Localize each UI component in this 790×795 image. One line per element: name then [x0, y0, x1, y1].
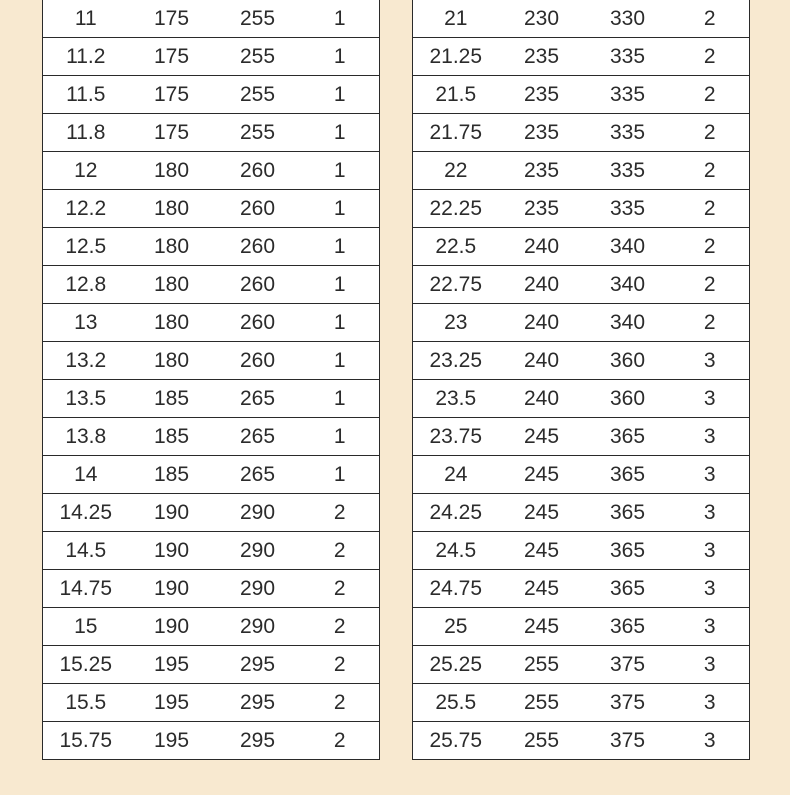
- table-cell: 365: [585, 494, 671, 532]
- table-cell: 3: [671, 570, 750, 608]
- table-row: [43, 380, 380, 418]
- table-cell: 2: [301, 608, 380, 646]
- table-cell: 335: [585, 190, 671, 228]
- table-row: [413, 608, 750, 646]
- table-cell: 255: [499, 722, 585, 760]
- table-cell: 11.8: [43, 114, 129, 152]
- table-cell: 3: [671, 646, 750, 684]
- table-cell: 175: [129, 38, 215, 76]
- table-cell: 255: [499, 684, 585, 722]
- table-cell: 335: [585, 76, 671, 114]
- table-cell: 3: [671, 684, 750, 722]
- table-cell: 375: [585, 722, 671, 760]
- table-cell: 3: [671, 608, 750, 646]
- table-cell: 1: [301, 380, 380, 418]
- table-cell: 195: [129, 722, 215, 760]
- table-cell: 185: [129, 456, 215, 494]
- table-cell: 2: [671, 0, 750, 38]
- table-cell: 2: [671, 76, 750, 114]
- table-cell: 190: [129, 608, 215, 646]
- table-cell: 360: [585, 342, 671, 380]
- table-cell: 13.8: [43, 418, 129, 456]
- size-table-left: [42, 0, 380, 760]
- table-cell: 1: [301, 114, 380, 152]
- table-cell: 330: [585, 0, 671, 38]
- table-cell: 295: [215, 684, 301, 722]
- table-cell: 340: [585, 304, 671, 342]
- table-cell: 245: [499, 570, 585, 608]
- table-cell: 240: [499, 380, 585, 418]
- table-cell: 1: [301, 304, 380, 342]
- table-cell: 12.5: [43, 228, 129, 266]
- table-cell: 180: [129, 342, 215, 380]
- table-cell: 23.75: [413, 418, 499, 456]
- table-cell: 11.5: [43, 76, 129, 114]
- table-row: [43, 418, 380, 456]
- table-cell: 365: [585, 418, 671, 456]
- table-row: [413, 38, 750, 76]
- table-cell: 1: [301, 266, 380, 304]
- table-row: [413, 266, 750, 304]
- table-cell: 190: [129, 494, 215, 532]
- table-row: [43, 456, 380, 494]
- table-cell: 2: [671, 190, 750, 228]
- table-row: [43, 266, 380, 304]
- table-cell: 21.75: [413, 114, 499, 152]
- table-cell: 1: [301, 0, 380, 38]
- table-cell: 180: [129, 152, 215, 190]
- table-row: [43, 646, 380, 684]
- table-cell: 25: [413, 608, 499, 646]
- table-cell: 235: [499, 114, 585, 152]
- table-row: [43, 76, 380, 114]
- table-cell: 290: [215, 570, 301, 608]
- table-cell: 2: [301, 532, 380, 570]
- table-cell: 22.25: [413, 190, 499, 228]
- table-cell: 295: [215, 646, 301, 684]
- table-cell: 1: [301, 152, 380, 190]
- table-cell: 1: [301, 418, 380, 456]
- table-cell: 3: [671, 722, 750, 760]
- table-cell: 335: [585, 38, 671, 76]
- table-cell: 375: [585, 646, 671, 684]
- table-cell: 260: [215, 266, 301, 304]
- table-cell: 365: [585, 532, 671, 570]
- table-cell: 15.25: [43, 646, 129, 684]
- table-cell: 24.25: [413, 494, 499, 532]
- table-cell: 180: [129, 190, 215, 228]
- table-cell: 2: [301, 684, 380, 722]
- table-cell: 3: [671, 380, 750, 418]
- table-cell: 260: [215, 152, 301, 190]
- table-row: [43, 190, 380, 228]
- table-cell: 335: [585, 114, 671, 152]
- table-cell: 290: [215, 608, 301, 646]
- table-cell: 190: [129, 532, 215, 570]
- table-row: [413, 304, 750, 342]
- table-cell: 14.5: [43, 532, 129, 570]
- table-cell: 11: [43, 0, 129, 38]
- table-cell: 255: [215, 38, 301, 76]
- table-row: [413, 532, 750, 570]
- table-cell: 3: [671, 456, 750, 494]
- table-cell: 3: [671, 418, 750, 456]
- table-cell: 24: [413, 456, 499, 494]
- table-cell: 13: [43, 304, 129, 342]
- table-cell: 265: [215, 418, 301, 456]
- table-cell: 375: [585, 684, 671, 722]
- table-cell: 24.75: [413, 570, 499, 608]
- table-cell: 2: [301, 722, 380, 760]
- table-cell: 365: [585, 608, 671, 646]
- table-cell: 245: [499, 494, 585, 532]
- table-row: [413, 342, 750, 380]
- table-cell: 1: [301, 342, 380, 380]
- table-cell: 335: [585, 152, 671, 190]
- table-cell: 195: [129, 646, 215, 684]
- table-row: [413, 76, 750, 114]
- table-cell: 14: [43, 456, 129, 494]
- table-cell: 2: [301, 494, 380, 532]
- table-cell: 290: [215, 532, 301, 570]
- table-cell: 1: [301, 76, 380, 114]
- table-cell: 240: [499, 228, 585, 266]
- table-cell: 25.25: [413, 646, 499, 684]
- table-cell: 1: [301, 456, 380, 494]
- table-cell: 265: [215, 380, 301, 418]
- table-cell: 3: [671, 494, 750, 532]
- table-row: [413, 190, 750, 228]
- table-row: [43, 152, 380, 190]
- table-cell: 1: [301, 38, 380, 76]
- table-cell: 15.75: [43, 722, 129, 760]
- table-cell: 2: [671, 266, 750, 304]
- table-cell: 2: [301, 646, 380, 684]
- table-row: [43, 570, 380, 608]
- table-cell: 175: [129, 0, 215, 38]
- table-cell: 260: [215, 190, 301, 228]
- table-cell: 15: [43, 608, 129, 646]
- table-cell: 245: [499, 456, 585, 494]
- table-cell: 14.25: [43, 494, 129, 532]
- table-row: [413, 114, 750, 152]
- table-cell: 1: [301, 228, 380, 266]
- table-cell: 260: [215, 304, 301, 342]
- table-cell: 3: [671, 342, 750, 380]
- table-cell: 255: [499, 646, 585, 684]
- table-row: [413, 380, 750, 418]
- table-row: [413, 418, 750, 456]
- table-cell: 245: [499, 532, 585, 570]
- table-cell: 2: [671, 38, 750, 76]
- table-row: [43, 114, 380, 152]
- size-table-right: [412, 0, 750, 760]
- table-cell: 3: [671, 532, 750, 570]
- table-cell: 255: [215, 0, 301, 38]
- table-cell: 340: [585, 228, 671, 266]
- table-cell: 2: [671, 228, 750, 266]
- table-cell: 185: [129, 380, 215, 418]
- table-cell: 1: [301, 190, 380, 228]
- table-cell: 180: [129, 228, 215, 266]
- table-cell: 255: [215, 76, 301, 114]
- table-cell: 23: [413, 304, 499, 342]
- table-cell: 235: [499, 190, 585, 228]
- table-cell: 22.75: [413, 266, 499, 304]
- table-cell: 260: [215, 342, 301, 380]
- table-row: [43, 38, 380, 76]
- table-row: [43, 684, 380, 722]
- table-cell: 21.5: [413, 76, 499, 114]
- table-row: [43, 342, 380, 380]
- table-cell: 265: [215, 456, 301, 494]
- table-cell: 245: [499, 608, 585, 646]
- table-row: [413, 494, 750, 532]
- table-cell: 22: [413, 152, 499, 190]
- table-cell: 360: [585, 380, 671, 418]
- table-row: [413, 152, 750, 190]
- table-cell: 2: [671, 304, 750, 342]
- table-cell: 14.75: [43, 570, 129, 608]
- table-row: [43, 228, 380, 266]
- table-row: [413, 456, 750, 494]
- table-cell: 185: [129, 418, 215, 456]
- table-row: [43, 494, 380, 532]
- table-cell: 175: [129, 114, 215, 152]
- table-row: [413, 0, 750, 38]
- table-cell: 2: [301, 570, 380, 608]
- table-cell: 180: [129, 266, 215, 304]
- table-cell: 23.25: [413, 342, 499, 380]
- table-row: [43, 608, 380, 646]
- table-cell: 340: [585, 266, 671, 304]
- table-cell: 235: [499, 152, 585, 190]
- table-cell: 2: [671, 114, 750, 152]
- table-row: [43, 532, 380, 570]
- table-cell: 240: [499, 304, 585, 342]
- table-cell: 21.25: [413, 38, 499, 76]
- table-cell: 15.5: [43, 684, 129, 722]
- table-cell: 245: [499, 418, 585, 456]
- table-cell: 240: [499, 342, 585, 380]
- table-cell: 12.8: [43, 266, 129, 304]
- table-row: [43, 722, 380, 760]
- table-cell: 365: [585, 456, 671, 494]
- table-cell: 2: [671, 152, 750, 190]
- table-cell: 365: [585, 570, 671, 608]
- table-cell: 24.5: [413, 532, 499, 570]
- table-cell: 12.2: [43, 190, 129, 228]
- table-cell: 235: [499, 76, 585, 114]
- table-cell: 190: [129, 570, 215, 608]
- table-cell: 22.5: [413, 228, 499, 266]
- table-cell: 180: [129, 304, 215, 342]
- table-row: [43, 304, 380, 342]
- table-row: [413, 570, 750, 608]
- table-cell: 12: [43, 152, 129, 190]
- table-cell: 21: [413, 0, 499, 38]
- table-cell: 175: [129, 76, 215, 114]
- table-cell: 260: [215, 228, 301, 266]
- table-row: [43, 0, 380, 38]
- table-cell: 25.5: [413, 684, 499, 722]
- table-cell: 290: [215, 494, 301, 532]
- table-cell: 240: [499, 266, 585, 304]
- table-cell: 23.5: [413, 380, 499, 418]
- table-cell: 25.75: [413, 722, 499, 760]
- table-row: [413, 684, 750, 722]
- table-cell: 255: [215, 114, 301, 152]
- table-cell: 295: [215, 722, 301, 760]
- table-row: [413, 722, 750, 760]
- table-cell: 230: [499, 0, 585, 38]
- table-cell: 13.2: [43, 342, 129, 380]
- table-cell: 235: [499, 38, 585, 76]
- table-cell: 11.2: [43, 38, 129, 76]
- table-cell: 13.5: [43, 380, 129, 418]
- table-cell: 195: [129, 684, 215, 722]
- table-row: [413, 646, 750, 684]
- table-row: [413, 228, 750, 266]
